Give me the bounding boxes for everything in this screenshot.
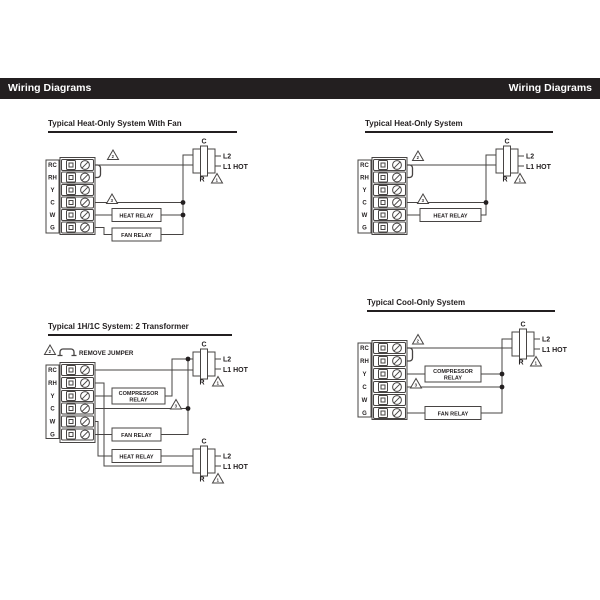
rc-rh-jumper: [96, 165, 101, 178]
title-cool-only: Typical Cool-Only System: [367, 298, 555, 312]
terminal-row: [62, 222, 94, 233]
header-title-left: Wiring Diagrams: [8, 82, 92, 94]
terminal-label: RH: [360, 359, 369, 366]
transformer: [496, 139, 552, 184]
terminal-block: [46, 363, 95, 443]
fan-relay: [112, 428, 161, 441]
terminal-label-housing: [358, 160, 371, 233]
title-heat-fan: Typical Heat-Only System With Fan: [48, 119, 237, 133]
note-number: 1: [216, 477, 219, 483]
terminal-row: [374, 222, 406, 233]
terminal-label: G: [362, 225, 367, 232]
l2-label: L2: [223, 153, 232, 161]
terminal-row: [374, 395, 406, 406]
note-number: 2: [48, 348, 51, 354]
transformer-c-label: C: [201, 438, 207, 446]
terminal-label: C: [362, 200, 367, 207]
terminal-label: G: [50, 432, 55, 439]
compressor-relay-label: RELAY: [129, 397, 148, 404]
heating-transformer: [193, 439, 249, 484]
terminal-label: C: [50, 200, 55, 207]
diagram-cool-only: [358, 322, 568, 420]
terminal-row: [62, 197, 94, 208]
transformer-r-label: R: [199, 176, 205, 184]
diagram-heat-fan: [46, 139, 249, 242]
terminal-label: W: [49, 419, 56, 426]
fan-relay-label: FAN RELAY: [121, 232, 152, 239]
terminal-row: [62, 172, 94, 183]
l2-label: L2: [223, 453, 232, 461]
terminal-label: Y: [50, 394, 55, 401]
transformer-c-label: C: [201, 341, 207, 349]
junction-dot: [186, 357, 191, 362]
terminal-row: [62, 378, 94, 389]
terminal-row: [374, 408, 406, 419]
junction-dot: [181, 200, 186, 205]
terminal-label: C: [50, 406, 55, 413]
transformer-c-label: C: [504, 138, 510, 146]
terminal-label: RC: [360, 163, 369, 170]
fan-relay-label: FAN RELAY: [121, 432, 152, 439]
remove-jumper-note: [45, 345, 134, 357]
note-number: 2: [416, 338, 419, 344]
terminal-row: [62, 160, 94, 171]
l1-hot-label: L1 HOT: [542, 347, 567, 354]
note-number: 3: [110, 197, 113, 203]
terminal-label-housing: [46, 365, 59, 439]
terminal-row: [374, 356, 406, 367]
transformer: [193, 139, 249, 184]
compressor-relay: [425, 366, 481, 382]
l2-label: L2: [542, 336, 551, 344]
transformer: [512, 322, 568, 367]
cooling-transformer: [193, 342, 249, 387]
note-number: 3: [174, 403, 177, 409]
terminal-block: [46, 158, 101, 235]
wire-common: [161, 155, 193, 235]
terminal-row: [62, 185, 94, 196]
compressor-relay-label: COMPRESSOR: [433, 368, 473, 375]
compressor-relay: [112, 388, 165, 404]
transformer-r-label: R: [199, 476, 205, 484]
terminal-label: Y: [50, 188, 55, 195]
terminal-block: [358, 158, 413, 235]
l2-label: L2: [526, 153, 535, 161]
header-title-right: Wiring Diagrams: [508, 82, 592, 94]
terminal-label: RC: [360, 346, 369, 353]
terminal-row: [374, 172, 406, 183]
terminal-label: G: [50, 225, 55, 232]
terminal-row: [62, 210, 94, 221]
heat-relay: [112, 450, 161, 463]
rc-rh-jumper: [408, 165, 413, 178]
terminal-row: [62, 429, 94, 440]
terminal-label-housing: [358, 343, 371, 417]
wire-common: [481, 155, 496, 215]
terminal-row: [374, 382, 406, 393]
fan-relay-label: FAN RELAY: [437, 411, 469, 418]
title-heat-only: Typical Heat-Only System: [365, 119, 553, 133]
l2-label: L2: [223, 356, 232, 364]
heat-relay-label: HEAT RELAY: [433, 213, 468, 220]
heat-relay: [420, 209, 481, 222]
wire-common: [481, 339, 512, 413]
junction-dot: [181, 213, 186, 218]
heat-relay-label: HEAT RELAY: [119, 213, 154, 220]
terminal-label: G: [362, 411, 367, 418]
terminal-row: [374, 343, 406, 354]
terminal-row: [374, 160, 406, 171]
terminal-row: [374, 197, 406, 208]
heat-relay: [112, 209, 161, 222]
junction-dot: [500, 385, 505, 390]
terminal-label-housing: [46, 160, 59, 233]
transformer-c-label: C: [201, 138, 207, 146]
diagram-1h1c: [45, 342, 249, 484]
terminal-label: RC: [48, 163, 57, 170]
fan-relay: [425, 407, 481, 420]
heat-relay-label: HEAT RELAY: [119, 454, 154, 461]
terminal-label: C: [362, 385, 367, 392]
terminal-row: [62, 391, 94, 402]
terminal-row: [62, 416, 94, 427]
transformer-c-label: C: [520, 321, 526, 329]
junction-dot: [186, 406, 191, 411]
note-number: 3: [421, 197, 424, 203]
diagram-heat-only: [358, 139, 552, 235]
terminal-label: RH: [48, 175, 57, 182]
rc-rh-jumper: [408, 348, 413, 361]
compressor-relay-label: RELAY: [443, 375, 463, 382]
terminal-row: [62, 403, 94, 414]
note-number: 1: [534, 360, 537, 366]
transformer-r-label: R: [199, 379, 205, 387]
remove-jumper-label: REMOVE JUMPER: [79, 350, 134, 357]
compressor-relay-label: COMPRESSOR: [118, 390, 159, 397]
transformer-r-label: R: [518, 359, 524, 367]
l1-hot-label: L1 HOT: [223, 164, 248, 171]
terminal-label: Y: [362, 372, 367, 379]
terminal-row: [374, 185, 406, 196]
terminal-label: W: [49, 213, 56, 220]
junction-dot: [500, 372, 505, 377]
terminal-row: [62, 365, 94, 376]
fan-relay: [112, 228, 161, 241]
jumper-icon: [58, 349, 77, 356]
note-number: 1: [216, 380, 219, 386]
note-number: 1: [215, 177, 218, 183]
terminal-row: [374, 369, 406, 380]
junction-dot: [484, 200, 489, 205]
terminal-label: RC: [48, 368, 57, 375]
wire-common-compressor: [165, 359, 193, 396]
terminal-label: W: [361, 213, 368, 220]
note-number: 2: [111, 153, 114, 159]
note-number: 1: [518, 177, 521, 183]
terminal-block: [358, 341, 413, 420]
terminal-label: W: [361, 398, 368, 405]
title-1h1c: Typical 1H/1C System: 2 Transformer: [48, 322, 232, 336]
l1-hot-label: L1 HOT: [223, 464, 248, 471]
note-number: 2: [416, 154, 419, 160]
terminal-label: RH: [48, 381, 57, 388]
wire-g: [95, 228, 112, 235]
terminal-row: [374, 210, 406, 221]
note-number: 3: [414, 382, 417, 388]
terminal-label: Y: [362, 188, 367, 195]
terminal-label: RH: [360, 175, 369, 182]
l1-hot-label: L1 HOT: [223, 367, 248, 374]
l1-hot-label: L1 HOT: [526, 164, 551, 171]
transformer-r-label: R: [502, 176, 508, 184]
